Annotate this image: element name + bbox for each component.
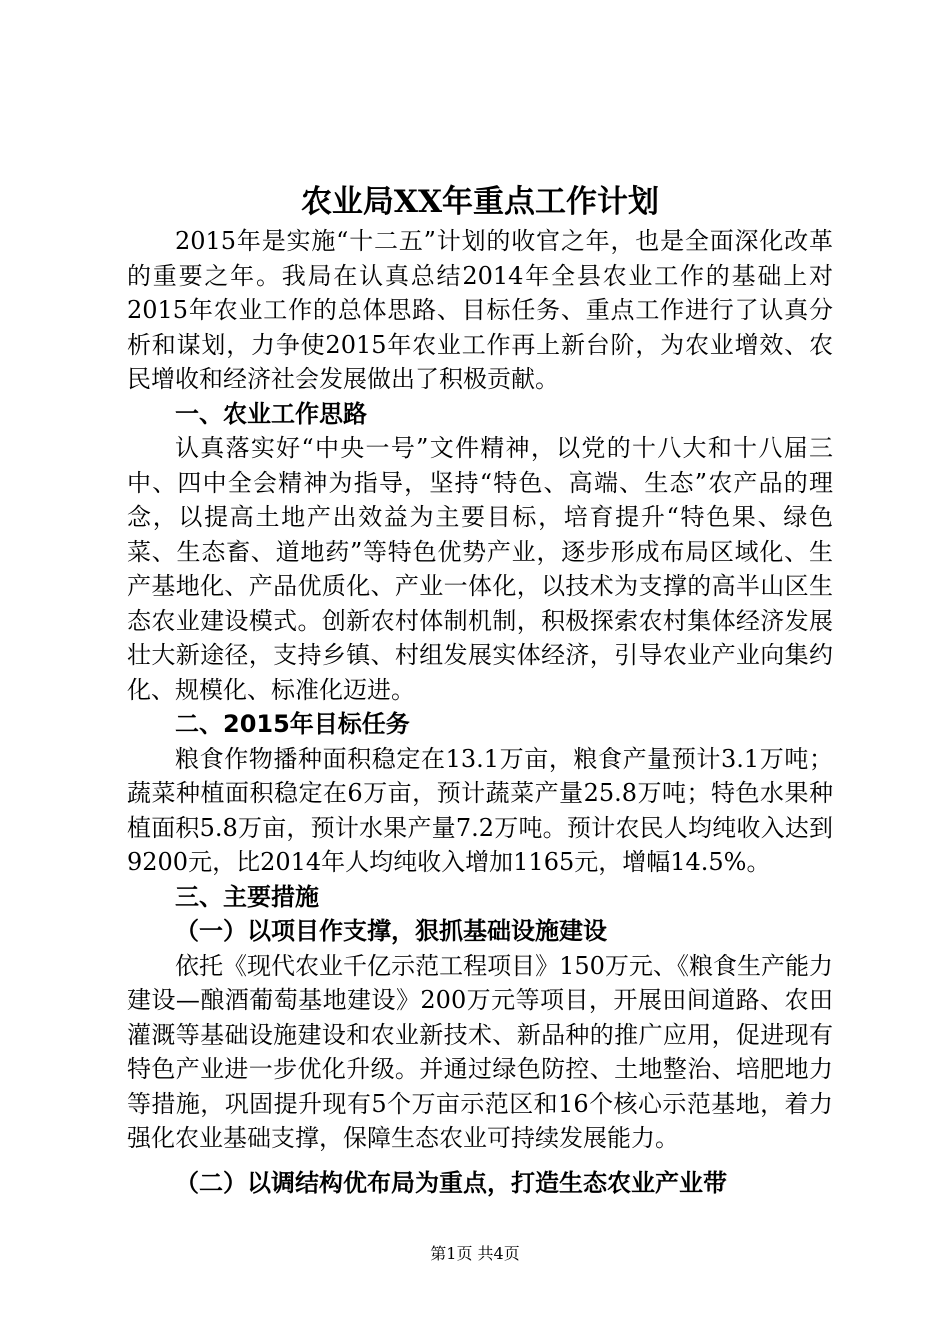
subsection-heading-industry-belt: （二）以调结构优布局为重点，打造生态农业产业带 [175,1168,727,1197]
work-idea-paragraph: 认真落实好“中央一号”文件精神，以党的十八大和十八届三中、四中全会精神为指导，坚持“特色、高端、生态”农产品的理念，以提高土地产出效益为主要目标，培育提升“特色果、绿色菜、生态畜、道地药”等特色优势产业，逐步形成布局区域化、生产基地化、产品优质化、产业一体化，以技术为支撑的高半山区生态农业建设模式。创新农村体制机制，积极探索农村集体经济发展壮大新途径，支持乡镇、村组发展实体经济，引导农业产业向集约化、规模化、标准化迈进。 [127,434,833,704]
targets-paragraph: 粮食作物播种面积稳定在13.1万亩，粮食产量预计3.1万吨；蔬菜种植面积稳定在6万亩，预计蔬菜产量25.8万吨；特色水果种植面积5.8万亩，预计水果产量7.2万吨。预计农民人均纯收入达到9200元，比2014年人均纯收入增加1165元，增幅14.5%。 [127,744,833,876]
document-body [127,182,833,1200]
infrastructure-paragraph: 依托《现代农业千亿示范工程项目》150万元、《粮食生产能力建设—酿酒葡萄基地建设》200万元等项目，开展田间道路、农田灌溉等基础设施建设和农业新技术、新品种的推广应用，促进现有特色产业进一步优化升级。并通过绿色防控、土地整治、培肥地力等措施，巩固提升现有5个万亩示范区和16个核心示范基地，着力强化农业基础支撑，保障生态农业可持续发展能力。 [127,951,833,1152]
document-title: 农业局XX年重点工作计划 [300,184,660,220]
page-number-footer: 第1页 共4页 [430,1244,520,1263]
section-heading-work-idea: 一、农业工作思路 [175,399,367,428]
intro-paragraph: 2015年是实施“十二五”计划的收官之年，也是全面深化改革的重要之年。我局在认真总结2014年全县农业工作的基础上对2015年农业工作的总体思路、目标任务、重点工作进行了认真分析和谋划，力争使2015年农业工作再上新台阶，为农业增效、农民增收和经济社会发展做出了积极贡献。 [127,227,833,393]
section-heading-measures: 三、主要措施 [175,882,319,911]
section-heading-targets: 二、2015年目标任务 [175,710,410,738]
subsection-heading-infrastructure: （一）以项目作支撑，狠抓基础设施建设 [175,917,607,945]
